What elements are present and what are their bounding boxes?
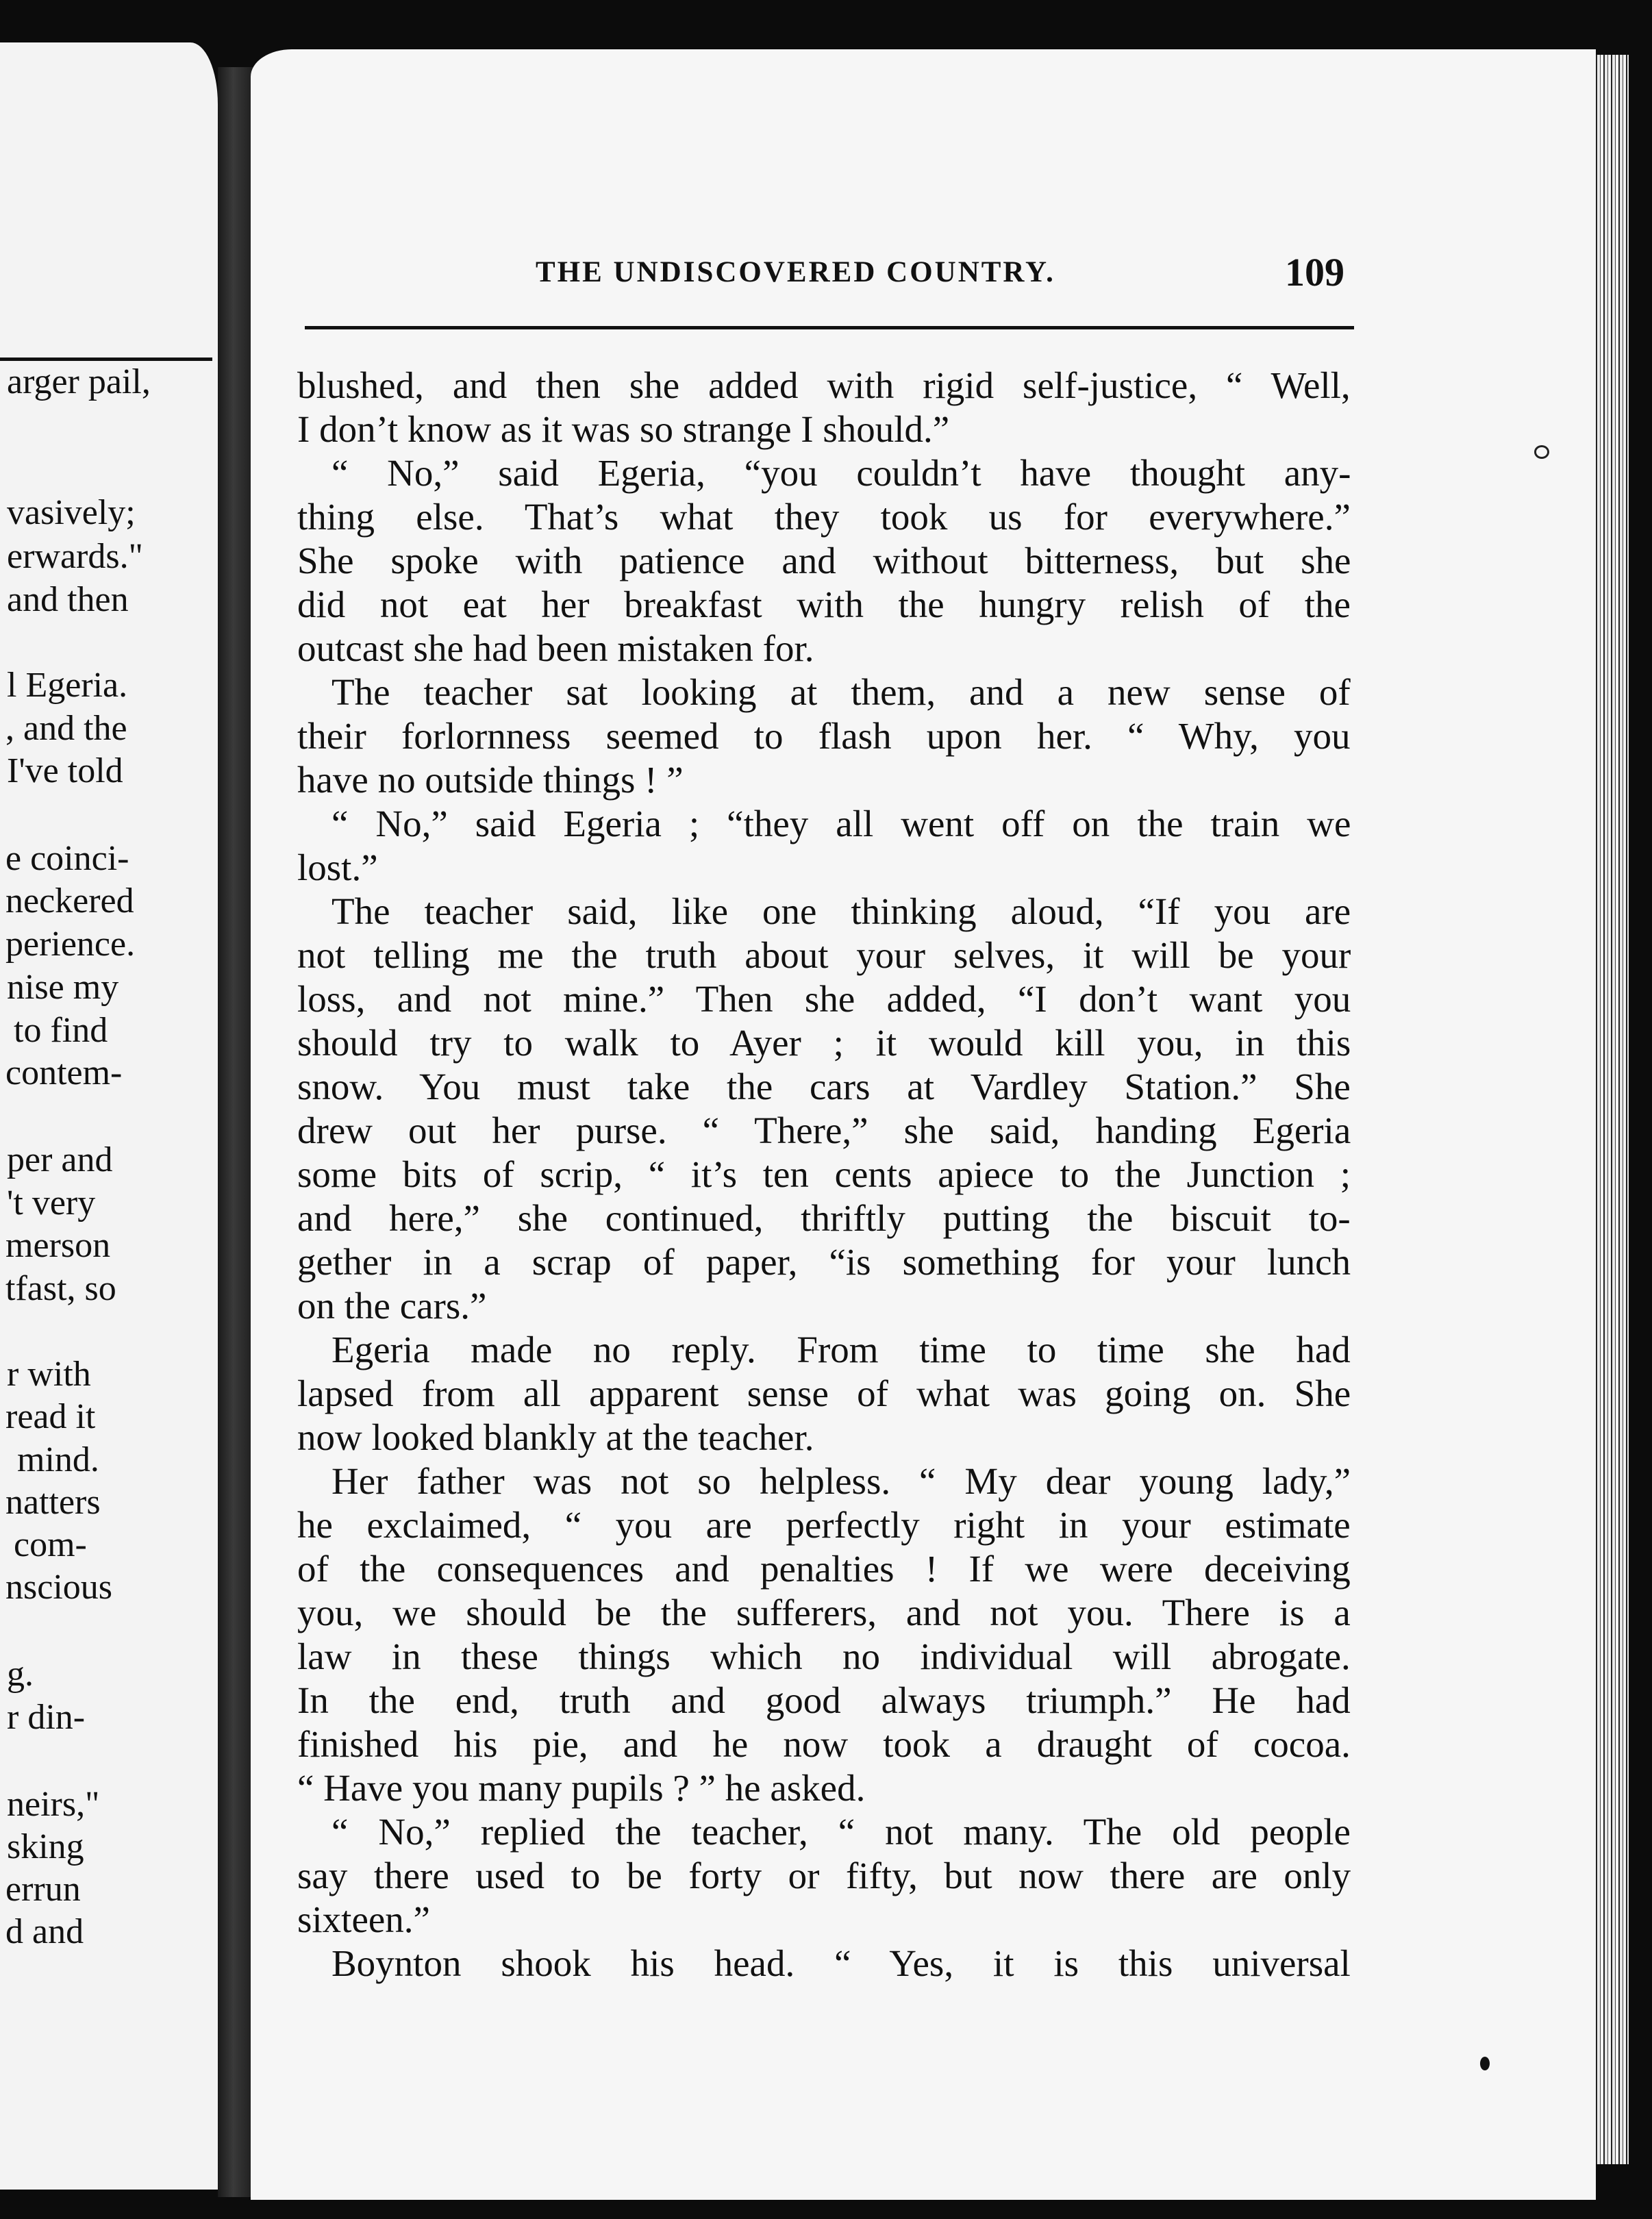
left-page-line: tfast, so <box>5 1269 116 1308</box>
body-line: on the cars.” <box>297 1285 487 1327</box>
body-line: Her father was not so helpless. “ My dear young lady,” <box>331 1460 1351 1502</box>
left-page-line: d and <box>5 1912 84 1951</box>
body-line: their forlornness seemed to flash upon her. “ Why, you <box>297 715 1351 757</box>
body-line: Boynton shook his head. “ Yes, it is this universal <box>331 1942 1351 1984</box>
left-page-rule <box>0 358 212 361</box>
running-head-title: THE UNDISCOVERED COUNTRY. <box>536 256 1055 288</box>
body-line: not telling me the truth about your selves, it will be your <box>297 934 1351 976</box>
body-line: you, we should be the sufferers, and not you. There is a <box>297 1592 1351 1633</box>
body-line: finished his pie, and he now took a draught of cocoa. <box>297 1723 1351 1765</box>
body-line: and here,” she continued, thriftly putting the biscuit to- <box>297 1197 1351 1239</box>
left-page-line: arger pail, <box>7 362 151 401</box>
body-line: law in these things which no individual will abrogate. <box>297 1635 1351 1677</box>
body-line: thing else. That’s what they took us for everywhere.” <box>297 496 1351 538</box>
left-page-line: neirs," <box>7 1785 100 1824</box>
left-page-line: sking <box>7 1827 84 1866</box>
left-page-line: g. <box>7 1655 34 1694</box>
body-line: have no outside things ! ” <box>297 759 684 801</box>
left-page-line: vasively; <box>7 493 136 532</box>
body-line: drew out her purse. “ There,” she said, handing Egeria <box>297 1110 1351 1151</box>
body-line: lapsed from all apparent sense of what was going on. She <box>297 1372 1351 1414</box>
page-edges <box>1593 55 1629 2164</box>
left-page-line: , and the <box>5 709 127 748</box>
ink-speck <box>1480 2057 1490 2070</box>
ink-speck <box>1534 445 1549 459</box>
left-page-line: r with <box>7 1355 91 1394</box>
left-page-line: com- <box>14 1525 87 1564</box>
body-line: She spoke with patience and without bitterness, but she <box>297 540 1351 581</box>
body-line: I don’t know as it was so strange I should.” <box>297 408 950 450</box>
body-line: outcast she had been mistaken for. <box>297 627 814 669</box>
body-line: In the end, truth and good always triumph.” He had <box>297 1679 1351 1721</box>
body-line: should try to walk to Ayer ; it would kill you, in this <box>297 1022 1351 1064</box>
left-page-line: perience. <box>5 925 136 964</box>
body-line: snow. You must take the cars at Vardley Station.” She <box>297 1066 1351 1107</box>
left-page-line: contem- <box>5 1053 123 1092</box>
left-page-line: per and <box>7 1140 113 1179</box>
left-page-line: nscious <box>5 1568 112 1607</box>
body-line: “ No,” replied the teacher, “ not many. The old people <box>331 1811 1351 1853</box>
body-line: he exclaimed, “ you are perfectly right in your estimate <box>297 1504 1351 1546</box>
left-page-line: neckered <box>5 881 134 920</box>
left-page-line: 't very <box>7 1183 96 1223</box>
body-line: say there used to be forty or fifty, but now there are only <box>297 1855 1351 1896</box>
left-page-line: to find <box>14 1011 108 1050</box>
left-page-line: l Egeria. <box>7 666 128 705</box>
body-line: “ Have you many pupils ? ” he asked. <box>297 1767 866 1809</box>
left-facing-page <box>0 42 218 2190</box>
left-page-line: r din- <box>7 1698 86 1737</box>
body-line: lost.” <box>297 847 378 888</box>
body-line: sixteen.” <box>297 1898 430 1940</box>
body-line: blushed, and then she added with rigid self-justice, “ Well, <box>297 364 1351 406</box>
body-line: of the consequences and penalties ! If we were deceiving <box>297 1548 1351 1590</box>
left-page-line: errun <box>5 1870 81 1909</box>
body-line: Egeria made no reply. From time to time she had <box>331 1329 1351 1370</box>
body-line: “ No,” said Egeria ; “they all went off on the train we <box>331 803 1351 844</box>
body-line: The teacher said, like one thinking aloud, “If you are <box>331 890 1351 932</box>
left-page-line: mind. <box>17 1440 99 1479</box>
page-number: 109 <box>1285 250 1344 294</box>
left-page-line: read it <box>5 1397 96 1436</box>
body-line: The teacher sat looking at them, and a new sense of <box>331 671 1351 713</box>
body-line: did not eat her breakfast with the hungry relish of the <box>297 584 1351 625</box>
left-page-line: and then <box>7 580 129 619</box>
left-page-line: natters <box>5 1483 101 1522</box>
left-page-line: I've told <box>7 751 123 790</box>
body-line: some bits of scrip, “ it’s ten cents apiece to the Junction ; <box>297 1153 1351 1195</box>
body-line: loss, and not mine.” Then she added, “I don’t want you <box>297 978 1351 1020</box>
body-line: “ No,” said Egeria, “you couldn’t have thought any- <box>331 452 1351 494</box>
left-page-line: merson <box>5 1226 111 1265</box>
left-page-line: e coinci- <box>5 839 129 878</box>
left-page-line: erwards." <box>7 537 143 576</box>
body-line: gether in a scrap of paper, “is something for your lunch <box>297 1241 1351 1283</box>
body-line: now looked blankly at the teacher. <box>297 1416 814 1458</box>
left-page-line: nise my <box>7 968 119 1007</box>
header-rule <box>305 326 1354 329</box>
